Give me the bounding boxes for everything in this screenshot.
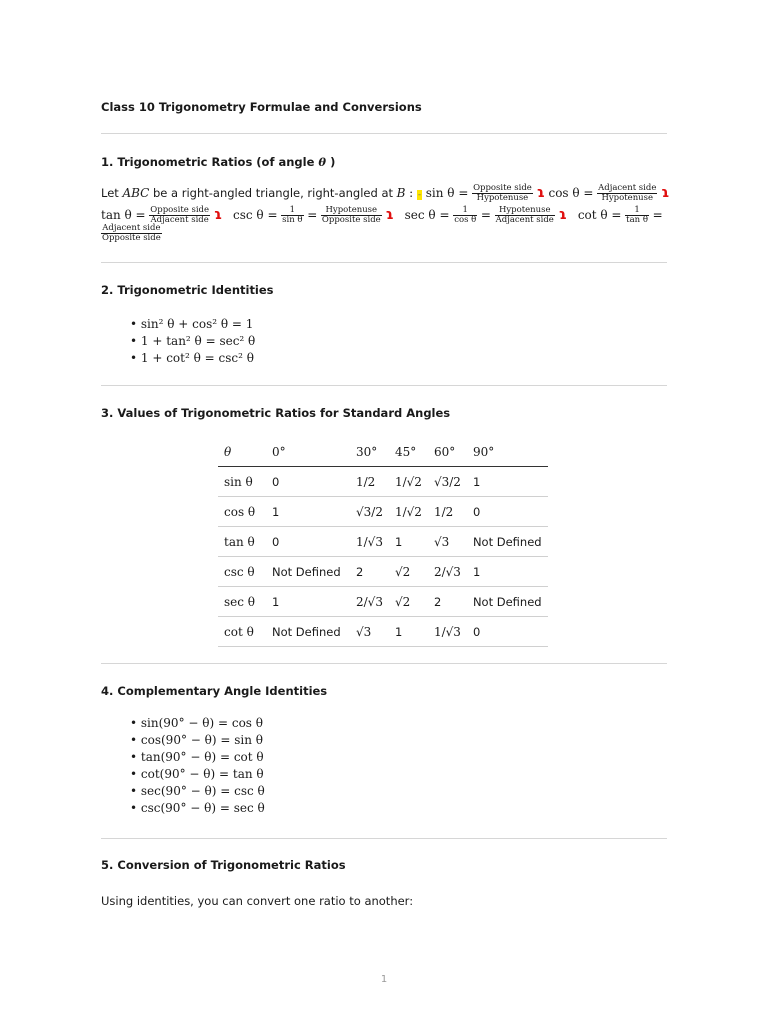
red-hook-mark: ɿ <box>536 185 545 201</box>
document-title: Class 10 Trigonometry Formulae and Conversions <box>101 100 422 114</box>
table-row <box>218 527 548 557</box>
table-cell: 2 <box>428 587 467 617</box>
table-cell: 1/√3 <box>350 527 389 557</box>
table-cell: 0 <box>467 497 548 527</box>
identities-list <box>130 316 255 367</box>
table-cell: 1/√2 <box>389 467 428 497</box>
ratios-line-3 <box>101 224 162 243</box>
table-cell: cot θ <box>218 617 266 647</box>
tan-definition: tan θ = <box>101 208 146 222</box>
table-cell: sin θ <box>218 467 266 497</box>
table-cell: Not Defined <box>467 587 548 617</box>
cot-definition: cot θ = <box>577 208 622 222</box>
table-cell: 1 <box>266 497 350 527</box>
list-item: • csc(90° − θ) = sec θ <box>130 801 265 815</box>
fraction: $\frac{1}{\text{sin θ}}$ <box>282 205 303 225</box>
standard-angles-table <box>218 437 548 647</box>
table-cell: 2 <box>350 557 389 587</box>
divider <box>101 133 667 134</box>
fraction: $\frac{1}{\text{tan θ}}$ <box>626 205 648 225</box>
highlight-mark: - <box>417 190 422 200</box>
list-item: • sec(90° − θ) = csc θ <box>130 784 265 798</box>
csc-definition: csc θ = <box>233 208 278 222</box>
table-cell: 1 <box>266 587 350 617</box>
table-cell: 1/√2 <box>389 497 428 527</box>
list-item: • 1 + tan² θ = sec² θ <box>130 334 256 348</box>
page-number: 1 <box>380 974 388 985</box>
fraction: $\frac{\text{Hypotenuse}}{\text{Opposite side}}$ <box>321 205 381 225</box>
fraction: $\frac{\text{Adjacent side}}{\text{Opposite side}}$ <box>102 223 161 243</box>
section-2-heading: 2. Trigonometric Identities <box>101 283 274 297</box>
cos-definition: cos θ = <box>548 186 594 200</box>
table-cell: 1 <box>467 557 548 587</box>
table-cell: 1 <box>389 527 428 557</box>
divider <box>101 262 667 263</box>
section-5-heading: 5. Conversion of Trigonometric Ratios <box>101 858 346 872</box>
list-item: • 1 + cot² θ = csc² θ <box>130 351 254 365</box>
table-cell: √3 <box>428 527 467 557</box>
fraction: $\frac{\text{Opposite side}}{\text{Adjacent side}}$ <box>150 205 210 225</box>
section-4-heading: 4. Complementary Angle Identities <box>101 684 328 698</box>
list-item: • sin² θ + cos² θ = 1 <box>130 317 254 331</box>
table-header-row <box>218 437 548 467</box>
table-cell: 1/2 <box>350 467 389 497</box>
fraction: $\frac{\text{Adjacent side}}{\text{Hypotenuse}}$ <box>598 183 657 203</box>
column-header: 30° <box>350 437 389 467</box>
table-cell: csc θ <box>218 557 266 587</box>
table-cell: 2/√3 <box>428 557 467 587</box>
ratios-line-2: tan θ = $\frac{\text{Opposite side}}{\text{Adjacent side}}$ ɿ csc θ = $\frac{1}{\text{sin θ}}$ = $\frac{\text{Hypotenuse}}{\text{Opposite side}}$ ɿ sec θ = $\frac{1}{\text{cos θ}}$ = $\frac{\text{Hypotenuse}}{\text{Adjacent side}}$ ɿ cot θ = $\frac{1}{\text{tan θ}}$ = <box>101 205 663 225</box>
complementary-list <box>130 715 265 817</box>
table-cell: √3/2 <box>428 467 467 497</box>
section-1-heading: 1. Trigonometric Ratios (of angle θ ) <box>101 155 336 169</box>
table-cell: 2/√3 <box>350 587 389 617</box>
section-5-text: Using identities, you can convert one ratio to another: <box>101 894 414 908</box>
red-hook-mark: ɿ <box>558 207 567 223</box>
fraction: $\frac{\text{Opposite side}}{\text{Hypotenuse}}$ <box>473 183 532 203</box>
divider <box>101 663 667 664</box>
table-row <box>218 587 548 617</box>
column-header: 0° <box>266 437 350 467</box>
column-header: 90° <box>467 437 548 467</box>
table-cell: 0 <box>266 527 350 557</box>
table-cell: 1/2 <box>428 497 467 527</box>
table-cell: √2 <box>389 587 428 617</box>
list-item: • sin(90° − θ) = cos θ <box>130 716 263 730</box>
table-cell: Not Defined <box>266 557 350 587</box>
table-cell: √2 <box>389 557 428 587</box>
table-cell: 1 <box>389 617 428 647</box>
table-cell: sec θ <box>218 587 266 617</box>
table-cell: cos θ <box>218 497 266 527</box>
divider <box>101 838 667 839</box>
list-item: • cos(90° − θ) = sin θ <box>130 733 263 747</box>
table-cell: √3 <box>350 617 389 647</box>
table-cell: Not Defined <box>266 617 350 647</box>
table-cell: 0 <box>266 467 350 497</box>
table-cell: 1 <box>467 467 548 497</box>
list-item: • cot(90° − θ) = tan θ <box>130 767 264 781</box>
fraction: $\frac{1}{\text{cos θ}}$ <box>454 205 477 225</box>
sec-definition: sec θ = <box>404 208 450 222</box>
column-header: 45° <box>389 437 428 467</box>
ratios-line-1: Let ABC be a right-angled triangle, right-angled at B : - sin θ = $\frac{\text{Opposite side}}{\text{Hypotenuse}}$ ɿ cos θ = $\frac{\text{Adjacent side}}{\text{Hypotenuse}}$ ɿ <box>101 183 670 203</box>
table-row <box>218 557 548 587</box>
table-row <box>218 467 548 497</box>
table-row <box>218 617 548 647</box>
section-3-heading: 3. Values of Trigonometric Ratios for Standard Angles <box>101 406 451 420</box>
fraction: $\frac{\text{Hypotenuse}}{\text{Adjacent side}}$ <box>495 205 554 225</box>
red-hook-mark: ɿ <box>385 207 394 223</box>
table-cell: Not Defined <box>467 527 548 557</box>
list-item: • tan(90° − θ) = cot θ <box>130 750 264 764</box>
table-cell: tan θ <box>218 527 266 557</box>
divider <box>101 385 667 386</box>
table-cell: 0 <box>467 617 548 647</box>
table-row <box>218 497 548 527</box>
table-cell: √3/2 <box>350 497 389 527</box>
column-header: 60° <box>428 437 467 467</box>
column-header: θ <box>218 437 266 467</box>
red-hook-mark: ɿ <box>661 185 670 201</box>
sin-definition: sin θ = <box>425 186 469 200</box>
table-cell: 1/√3 <box>428 617 467 647</box>
red-hook-mark: ɿ <box>213 207 223 223</box>
